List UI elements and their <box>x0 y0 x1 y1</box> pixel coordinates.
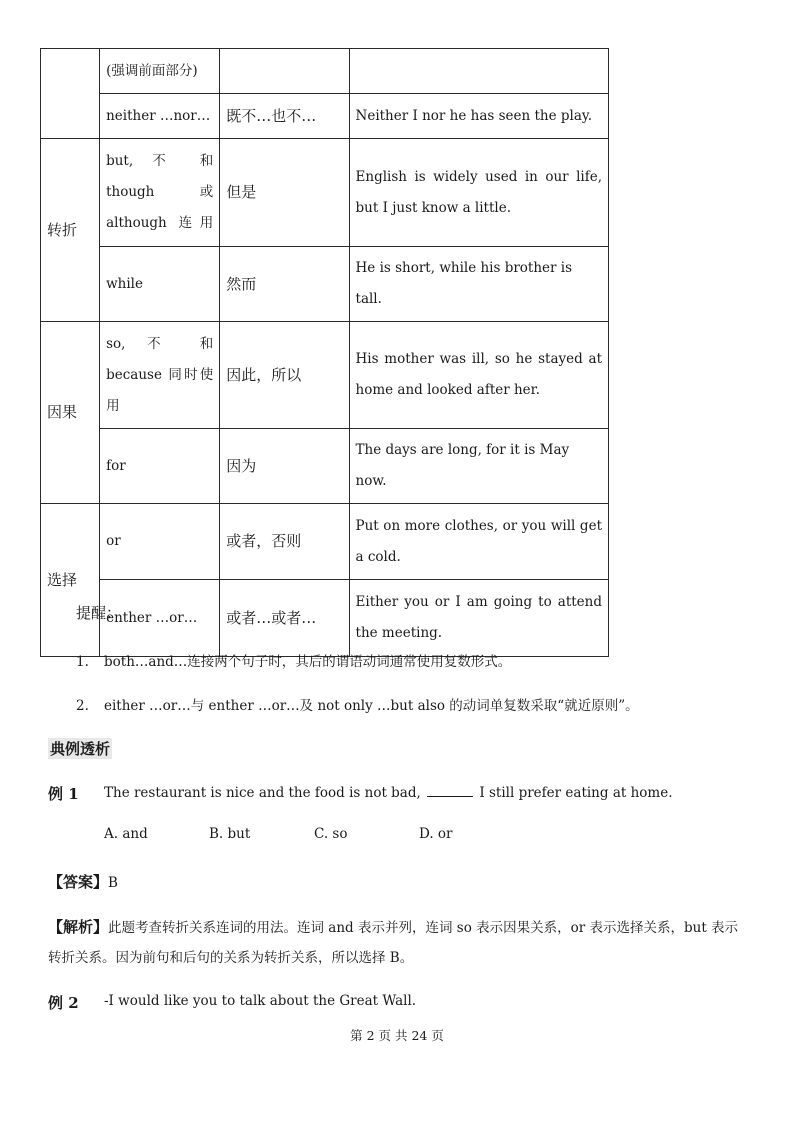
example-question <box>104 784 672 801</box>
example-text: Put on more clothes, or you will get a cold. <box>355 517 602 565</box>
reminder-title: 提醒： <box>76 604 122 622</box>
example-cell <box>349 139 608 247</box>
example-cell <box>349 322 608 429</box>
option-c: C. so <box>314 826 348 842</box>
answer <box>48 871 118 892</box>
meaning-cell: 或者，否则 <box>220 504 349 580</box>
example-cell <box>349 580 608 657</box>
example-label: 例 2 <box>48 994 79 1012</box>
example-cell: He is short, while his brother is tall. <box>349 247 608 322</box>
meaning-cell: 因为 <box>220 429 349 504</box>
example-text: English is widely used in our life, but I just know a little. <box>355 168 602 216</box>
conjunction-cell: or <box>100 504 220 580</box>
conjunction-text: but, 不 和 though 或 although 连用 <box>106 153 214 231</box>
reminder-note <box>76 650 511 670</box>
table-row <box>41 247 609 322</box>
answer-blank <box>427 784 473 797</box>
example-cell: The days are long, for it is May now. <box>349 429 608 504</box>
example-cell <box>349 504 608 580</box>
example-text: His mother was ill, so he stayed at home and looked after her. <box>355 351 602 398</box>
meaning-cell: 或者…或者… <box>220 580 349 657</box>
meaning-cell <box>220 49 349 94</box>
page-footer: 第 2 页 共 24 页 <box>350 1028 444 1043</box>
example-question: -I would like you to talk about the Great Wall. <box>104 993 417 1009</box>
example-cell: Neither I nor he has seen the play. <box>349 94 608 139</box>
category-cell: 转折 <box>41 139 100 322</box>
question-text-end: I still prefer eating at home. <box>475 785 673 801</box>
conjunction-cell: neither …nor… <box>100 94 220 139</box>
conjunction-cell <box>100 139 220 247</box>
reminder-note <box>76 694 639 714</box>
conjunction-cell: (强调前面部分) <box>100 49 220 94</box>
note-text: both…and…连接两个句子时，其后的谓语动词通常使用复数形式。 <box>104 654 512 670</box>
analysis-label: 【解析】 <box>48 918 109 936</box>
answer-label: 【答案】 <box>48 873 109 891</box>
example-label: 例 1 <box>48 785 79 803</box>
answer-options <box>104 826 524 842</box>
note-text: either …or…与 enther …or…及 not only …but also 的动词单复数采取“就近原则”。 <box>104 698 639 714</box>
example-text: Either you or I am going to attend the meeting. <box>355 594 602 641</box>
table-row <box>41 504 609 580</box>
table-row <box>41 49 609 94</box>
category-cell <box>41 49 100 139</box>
note-number: 1. <box>76 654 89 670</box>
option-a: A. and <box>104 826 148 842</box>
note-number: 2. <box>76 698 89 714</box>
answer-value: B <box>108 875 118 891</box>
table-row <box>41 94 609 139</box>
section-title: 典例透析 <box>50 740 111 758</box>
meaning-cell: 但是 <box>220 139 349 247</box>
conjunction-cell: for <box>100 429 220 504</box>
example-cell <box>349 49 608 94</box>
table-row <box>41 322 609 429</box>
meaning-cell: 因此，所以 <box>220 322 349 429</box>
category-cell: 因果 <box>41 322 100 504</box>
analysis-text: 此题考查转折关系连词的用法。连词 and 表示并列，连词 so 表示因果关系，or 表示选择关系，but 表示转折关系。因为前句和后句的关系为转折关系，所以选择 B。 <box>48 920 739 966</box>
conjunction-cell: while <box>100 247 220 322</box>
table-row <box>41 429 609 504</box>
table-row <box>41 580 609 657</box>
category-cell: 选择 <box>41 504 100 657</box>
conjunction-cell <box>100 322 220 429</box>
meaning-cell: 然而 <box>220 247 349 322</box>
conjunction-text: so, 不 和 because 同时使用 <box>106 335 214 414</box>
option-d: D. or <box>419 826 453 842</box>
question-text-start: The restaurant is nice and the food is not bad, <box>104 785 426 801</box>
conjunction-table <box>40 48 609 657</box>
conjunction-cell: enther …or… <box>100 580 220 657</box>
meaning-cell: 既不…也不… <box>220 94 349 139</box>
analysis <box>48 912 748 973</box>
table-row <box>41 139 609 247</box>
option-b: B. but <box>209 826 251 842</box>
